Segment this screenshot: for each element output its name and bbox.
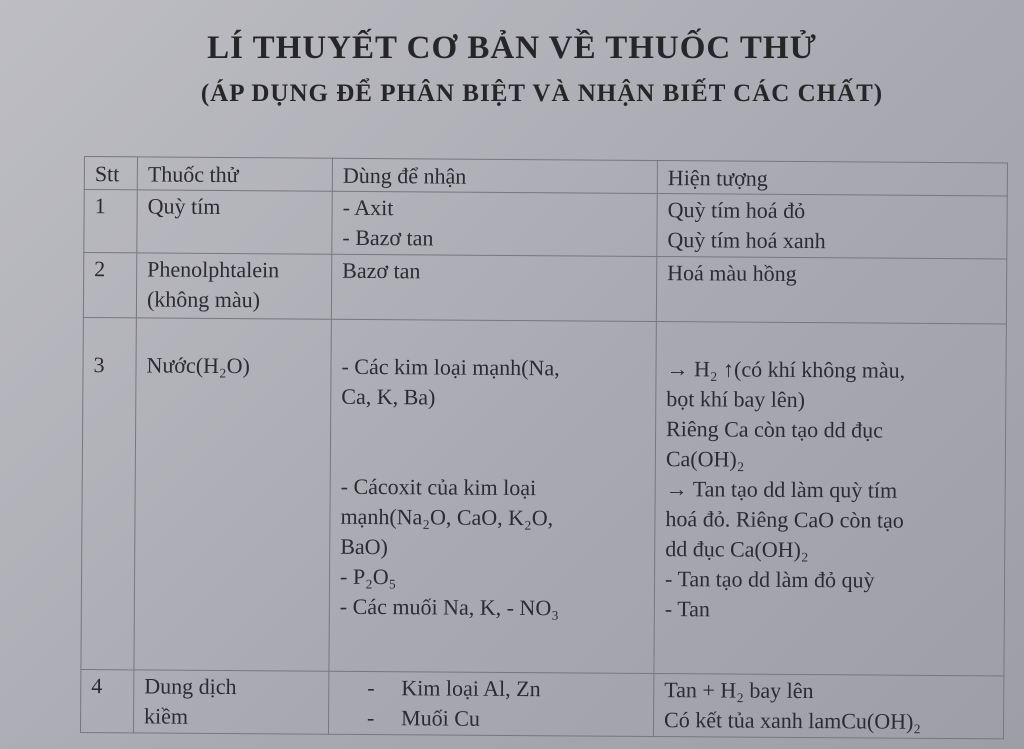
row-detect <box>332 191 657 256</box>
table-row <box>83 253 1006 324</box>
phenomenon-line: Hoá màu hồng <box>667 260 797 286</box>
table-row <box>81 317 1006 675</box>
detect-line: Ca, K, Ba) <box>341 383 436 410</box>
detect-line: - Các muối Na, K, - NO₃ <box>339 593 560 621</box>
row-stt: 1 <box>84 190 137 253</box>
phenomenon-line: - Tan tạo dd làm đỏ quỳ <box>664 566 875 593</box>
detect-line <box>367 673 643 705</box>
phenomenon-line: → Tan tạo dd làm quỳ tím <box>665 476 898 503</box>
header-detect: Dùng để nhận <box>332 158 657 193</box>
page-subtitle: (ÁP DỤNG ĐỂ PHÂN BIỆT VÀ NHẬN BIẾT CÁC CHẤT) <box>200 80 884 107</box>
phenomenon-line: Quỳ tím hoá xanh <box>667 227 826 254</box>
bullet-dash: - <box>367 674 375 701</box>
detect-text: Muối Cu <box>400 705 481 731</box>
reagent-line: Quỳ tím <box>147 193 221 219</box>
detect-line: mạnh(Na₂O, CaO, K₂O, <box>340 503 554 531</box>
row-stt: 3 <box>81 317 136 669</box>
reagent-line: (không màu) <box>146 286 261 313</box>
detect-line: - Bazơ tan <box>342 224 434 251</box>
detect-line: BaO) <box>340 533 389 560</box>
row-reagent <box>133 670 328 734</box>
phenomenon-line: Quỳ tím hoá đỏ <box>667 197 806 224</box>
phenomenon-line: bọt khí bay lên) <box>666 386 806 413</box>
phenomenon-line: Có kết tủa xanh lamCu(OH)₂ <box>663 707 922 734</box>
reagent-line: Dung dịch <box>144 673 237 700</box>
row-phenomenon <box>656 257 1006 324</box>
detect-line: Bazơ tan <box>342 257 421 284</box>
reagent-line: kiềm <box>144 703 189 729</box>
header-reagent: Thuốc thử <box>137 157 332 191</box>
table-row <box>80 669 1003 738</box>
phenomenon-line: Tan + H₂ bay lên <box>664 677 814 704</box>
bullet-dash: - <box>366 704 375 731</box>
detect-text: Kim loại Al, Zn <box>401 675 541 702</box>
phenomenon-line: → H₂ ↑(có khí không màu, <box>666 356 906 383</box>
phenomenon-line: Riêng Ca còn tạo dd đục <box>666 416 884 443</box>
row-phenomenon <box>657 194 1007 259</box>
row-detect <box>328 671 653 736</box>
detect-line <box>367 703 643 735</box>
row-reagent <box>134 318 331 671</box>
row-reagent <box>137 190 332 254</box>
row-detect <box>329 319 656 673</box>
phenomenon-line: dd đục Ca(OH)₂ <box>665 536 809 563</box>
reagent-line: Nước(H₂O) <box>146 352 250 379</box>
detect-line: - Cácoxit của kim loại <box>340 473 537 501</box>
reagent-table <box>80 156 1008 739</box>
row-detect <box>331 254 656 321</box>
header-stt: Stt <box>84 157 137 190</box>
row-stt: 4 <box>80 669 133 732</box>
phenomenon-line: hoá đỏ. Riêng CaO còn tạo <box>665 506 904 533</box>
header-phenomenon: Hiện tượng <box>657 161 1007 196</box>
detect-line: - Các kim loại mạnh(Na, <box>341 353 560 381</box>
phenomenon-line: Ca(OH)₂ <box>665 446 745 472</box>
row-stt: 2 <box>83 253 136 318</box>
page-title: LÍ THUYẾT CƠ BẢN VỀ THUỐC THỬ <box>207 30 817 66</box>
row-phenomenon <box>653 673 1003 738</box>
row-reagent <box>136 253 331 319</box>
table-row <box>84 190 1007 259</box>
detect-line: - P₂O₅ <box>339 563 397 590</box>
phenomenon-line: - Tan <box>664 596 711 622</box>
cell-gap <box>341 412 645 474</box>
reagent-line: Phenolphtalein <box>147 256 280 283</box>
row-phenomenon <box>654 321 1006 675</box>
detect-line: - Axit <box>342 194 394 221</box>
